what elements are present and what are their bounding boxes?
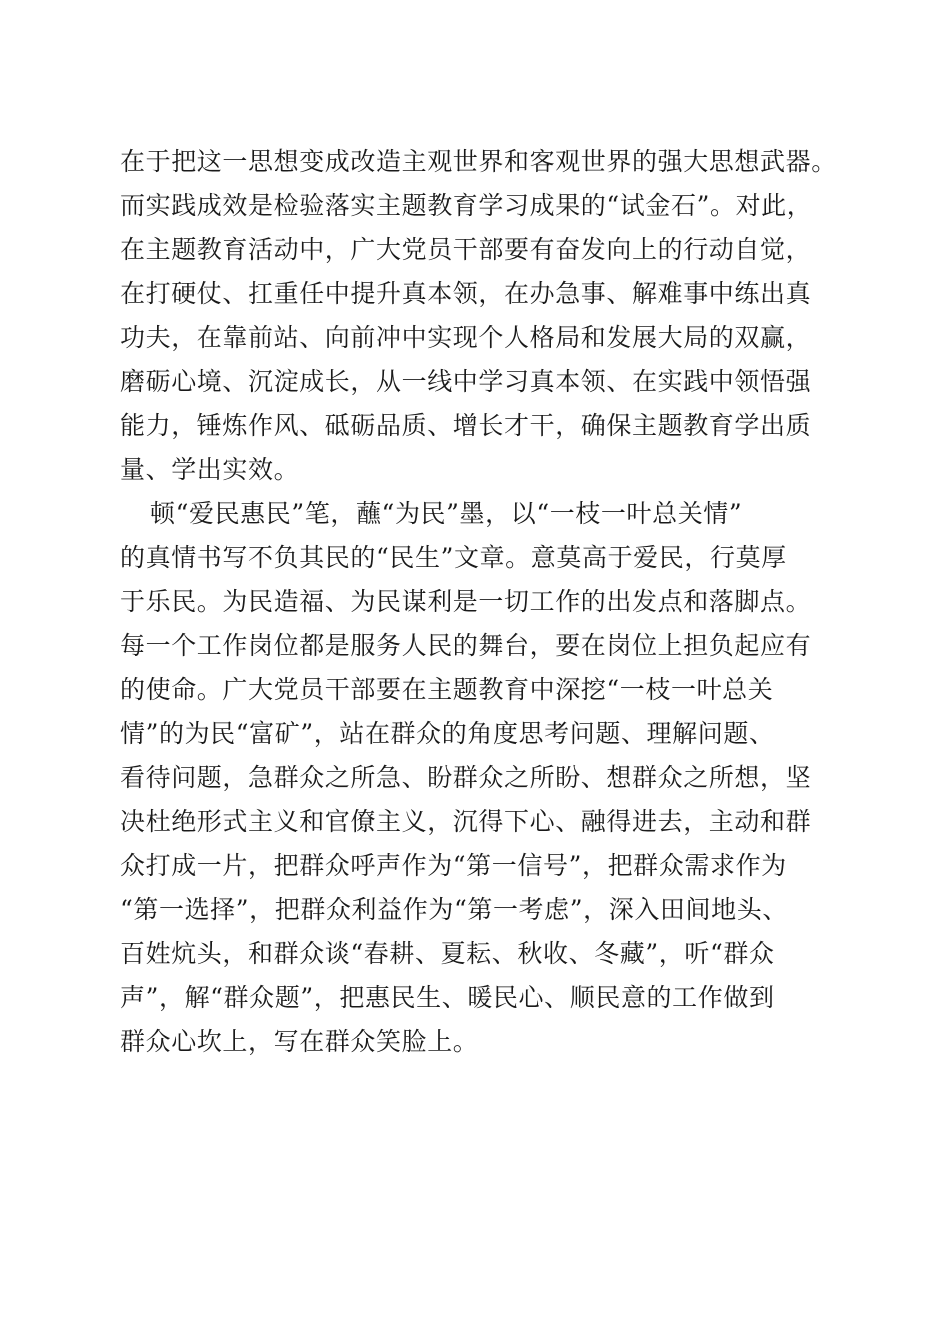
text-line: 决杜绝形式主义和官僚主义，沉得下心、融得进去，主动和群 — [120, 807, 812, 836]
text-line: 在主题教育活动中，广大党员干部要有奋发向上的行动自觉， — [120, 235, 812, 264]
text-line: 群众心坎上，写在群众笑脸上。 — [120, 1027, 479, 1056]
text-line: 能力，锤炼作风、砥砺品质、增长才干，确保主题教育学出质 — [120, 411, 812, 440]
text-line: 情”的为民“富矿”，站在群众的角度思考问题、理解问题、 — [120, 719, 775, 748]
text-line: 的真情书写不负其民的“民生”文章。意莫高于爱民，行莫厚 — [120, 543, 787, 572]
text-line: 每一个工作岗位都是服务人民的舞台，要在岗位上担负起应有 — [120, 631, 812, 660]
text-line: 磨砺心境、沉淀成长，从一线中学习真本领、在实践中领悟强 — [120, 367, 812, 396]
text-line: 的使命。广大党员干部要在主题教育中深挖“一枝一叶总关 — [120, 675, 774, 704]
text-line: 看待问题，急群众之所急、盼群众之所盼、想群众之所想，坚 — [120, 763, 812, 792]
text-line: “第一选择”，把群众利益作为“第一考虑”，深入田间地头、 — [120, 895, 788, 924]
text-line: 功夫，在靠前站、向前冲中实现个人格局和发展大局的双赢， — [120, 323, 812, 352]
text-line: 量、学出实效。 — [120, 455, 300, 484]
text-line: 在于把这一思想变成改造主观世界和客观世界的强大思想武器。 — [120, 147, 837, 176]
text-line: 百姓炕头，和群众谈“春耕、夏耘、秋收、冬藏”，听“群众 — [120, 939, 775, 968]
text-line: 众打成一片，把群众呼声作为“第一信号”，把群众需求作为 — [120, 851, 787, 880]
text-line: 而实践成效是检验落实主题教育学习成果的“试金石”。对此， — [120, 191, 813, 220]
text-line: 顿“爱民惠民”笔，蘸“为民”墨，以“一枝一叶总关情” — [150, 499, 743, 528]
text-line: 声”，解“群众题”，把惠民生、暖民心、顺民意的工作做到 — [120, 983, 775, 1012]
text-line: 于乐民。为民造福、为民谋利是一切工作的出发点和落脚点。 — [120, 587, 812, 616]
text-line: 在打硬仗、扛重任中提升真本领，在办急事、解难事中练出真 — [120, 279, 812, 308]
